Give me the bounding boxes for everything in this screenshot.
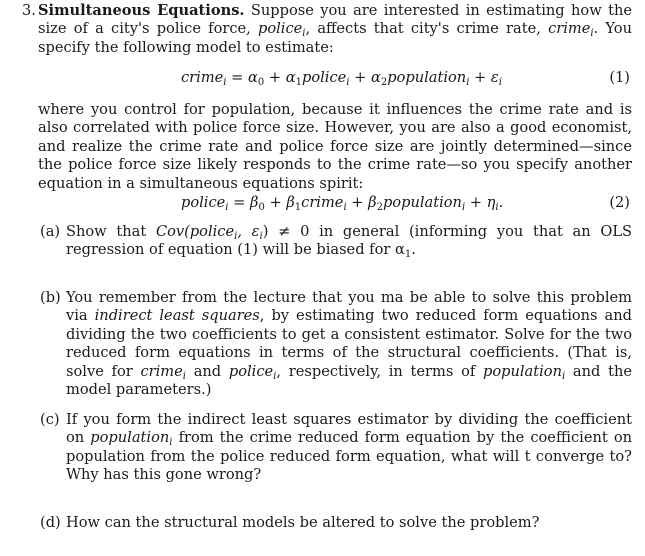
eq1-epsilon-sub: i	[498, 77, 502, 88]
intro-crime-sub: i	[590, 28, 594, 40]
eq2-plus-2: +	[346, 194, 369, 211]
part-c-population: population	[90, 429, 170, 447]
part-b-ils: indirect least squares	[94, 307, 260, 325]
eq2-eta-sub: i	[495, 202, 499, 213]
eq1-lhs: crime	[181, 69, 224, 86]
part-b-police-sub: i	[273, 370, 277, 382]
part-c-population-sub: i	[169, 437, 173, 449]
eq1-police-sub: i	[346, 77, 350, 88]
eq2-beta1-sub: 1	[294, 202, 302, 213]
part-a	[40, 223, 632, 260]
eq2-beta1: β	[286, 194, 295, 211]
eq2-eta: η	[486, 194, 496, 211]
eq2-equals: =	[228, 194, 250, 211]
part-a-epsilon: , ε	[237, 223, 260, 240]
eq2-lhs-sub: i	[225, 202, 229, 213]
part-c-label: (c)	[40, 411, 60, 428]
part-d-label: (d)	[40, 514, 61, 531]
intro-text-a: Suppose you are interested in estimating how the size of a city's police force,	[38, 2, 633, 38]
eq1-plus-3: +	[469, 69, 491, 86]
part-d-text: How can the structural models be altered to solve the problem?	[66, 514, 540, 531]
part-a-cov-sub: i	[234, 231, 238, 242]
eq1-alpha1: α	[285, 69, 296, 86]
eq2-crime-sub: i	[343, 202, 347, 213]
eq1-alpha0: α	[248, 69, 258, 86]
part-a-t3: ) ≠ 0 in general (informing you that an OLS regression of equation (1) will be biased for α	[66, 223, 633, 259]
part-c-t1: If you form the indirect least squares estimator by dividing the coefficient on	[66, 411, 632, 447]
eq1-alpha2-sub: 2	[380, 77, 388, 88]
eq1-alpha1-sub: 1	[295, 77, 302, 88]
eq1-alpha2: α	[371, 69, 381, 86]
eq1-population-sub: i	[466, 77, 470, 88]
part-c-t2: from the crime reduced form equation by the coefficient on population from the police reduced form equation, what will t converge to? Why has this gone wrong?	[66, 429, 633, 484]
eq2-period: .	[498, 194, 504, 211]
part-b-crime: crime	[140, 362, 183, 380]
part-b	[40, 289, 632, 399]
eq2-beta2: β	[368, 194, 377, 211]
part-b-population-sub: i	[561, 370, 566, 382]
eq1-population: population	[387, 69, 467, 86]
intro-text-c: . You specify the following model to estimate:	[38, 20, 632, 56]
eq2-crime: crime	[301, 194, 344, 211]
eq2-population-sub: i	[461, 202, 466, 213]
eq2-population: population	[382, 194, 462, 211]
eq2-plus-1: +	[264, 194, 287, 211]
eq1-plus-2: +	[349, 69, 371, 86]
part-b-t3: and	[185, 362, 229, 380]
eq1-alpha0-sub: 0	[257, 77, 265, 88]
problem-number: 3.	[22, 2, 36, 19]
part-a-t1: Show that	[66, 223, 156, 240]
part-a-alpha-sub: 1	[404, 249, 412, 261]
part-c-text	[66, 411, 632, 485]
part-b-label: (b)	[40, 289, 61, 306]
intro-police: police	[258, 20, 303, 38]
equation-1	[0, 69, 630, 89]
eq1-equals: =	[226, 69, 249, 86]
problem-intro	[38, 2, 632, 57]
part-b-t5: and the model parameters.)	[66, 362, 632, 399]
part-b-t4: , respectively, in terms of	[276, 362, 484, 380]
eq2-beta2-sub: 2	[376, 202, 383, 213]
part-b-t2: , by estimating two reduced form equations and dividing the two coefficients to get a consistent estimator. Solve for the two reduced form equations in terms of the structural coefficients. (That is, solve for	[66, 307, 632, 380]
eq1-lhs-sub: i	[223, 77, 227, 88]
intro-crime: crime	[548, 20, 591, 38]
equation-1-formula	[181, 69, 502, 87]
part-b-crime-sub: i	[182, 370, 186, 382]
part-c	[40, 411, 632, 485]
intro-text-b: , affects that city's crime rate,	[305, 20, 549, 38]
eq1-epsilon: ε	[490, 69, 499, 86]
part-b-text	[66, 289, 632, 399]
part-a-cov: Cov(police	[155, 223, 235, 240]
eq2-plus-3: +	[465, 194, 487, 211]
part-b-police: police	[228, 362, 274, 380]
equation-2	[0, 194, 630, 214]
part-a-epsilon-sub: i	[259, 231, 263, 242]
eq2-beta0: β	[250, 194, 259, 211]
eq1-plus-1: +	[264, 69, 286, 86]
eq2-lhs: police	[181, 194, 226, 211]
part-d	[40, 514, 632, 532]
problem-middle: where you control for population, because it influences the crime rate and is also correlated with police force size. However, you are also a good economist, and realize the crime rate and police force size are jointly determined—since the police force size likely responds to the crime rate—so you specify another equation in a simultaneous equations spirit:	[38, 101, 632, 192]
part-a-text	[66, 223, 632, 260]
eq2-beta0-sub: 0	[258, 202, 265, 213]
part-b-t1: You remember from the lecture that you ma be able to solve this problem via	[66, 289, 632, 325]
equation-2-formula	[181, 194, 503, 212]
part-a-period: .	[411, 241, 416, 259]
equation-1-number: (1)	[609, 69, 630, 86]
eq1-police: police	[302, 69, 347, 86]
intro-police-sub: i	[302, 28, 306, 40]
part-a-label: (a)	[40, 223, 61, 240]
problem-title: Simultaneous Equations.	[38, 2, 245, 19]
part-b-population: population	[483, 362, 562, 380]
equation-2-number: (2)	[609, 194, 630, 211]
